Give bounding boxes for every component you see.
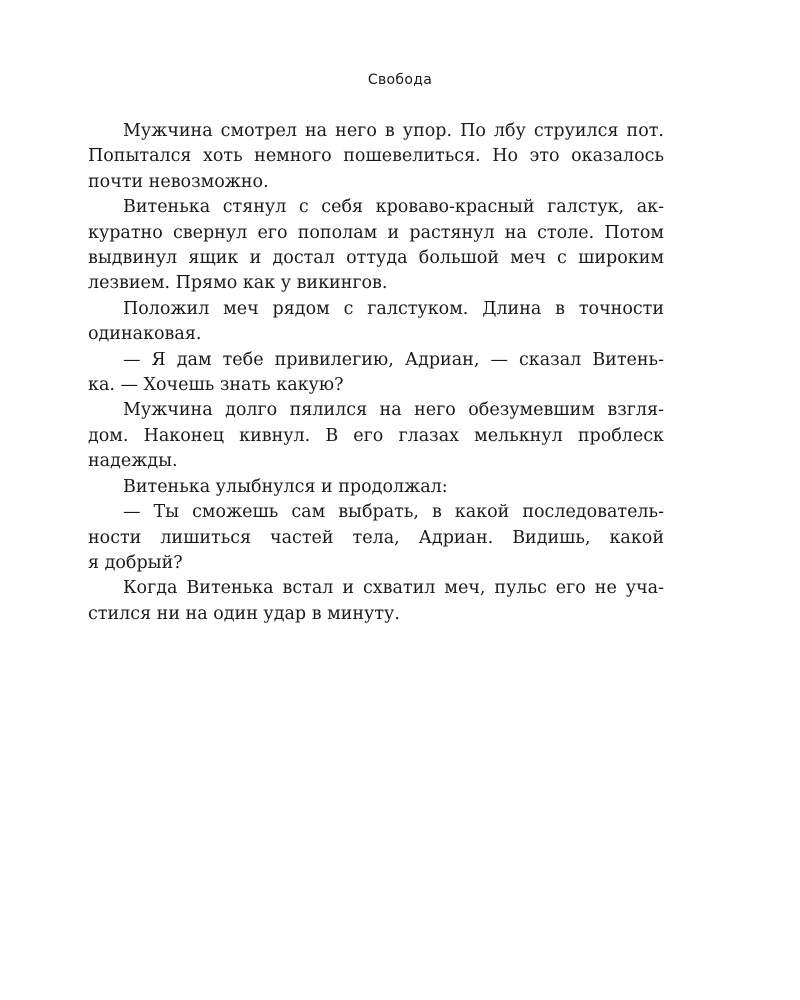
paragraph: [88, 297, 664, 348]
text-line: одинаковая.: [88, 324, 202, 345]
text-line: выдвинул ящик и достал оттуда большой меч с широким: [88, 248, 664, 269]
text-line: Положил меч рядом с галстуком. Длина в точности: [123, 298, 664, 319]
text-line: — Я дам тебе привилегию, Адриан, — сказал Витень-: [123, 349, 664, 370]
running-head: Свобода: [367, 72, 433, 88]
text-line: надежды.: [88, 451, 178, 472]
paragraph: [88, 348, 664, 399]
text-line: дом. Наконец кивнул. В его глазах мелькнул проблеск: [88, 425, 664, 446]
paragraph: [88, 119, 664, 195]
text-line: почти невозможно.: [88, 171, 269, 192]
text-line: лезвием. Прямо как у викингов.: [88, 273, 388, 294]
text-line: ка. — Хочешь знать какую?: [88, 375, 344, 396]
text-line: ности лишиться частей тела, Адриан. Видишь, какой: [88, 527, 664, 548]
text-line: Витенька улыбнулся и продолжал:: [123, 476, 448, 497]
text-line: Мужчина смотрел на него в упор. По лбу струился пот.: [123, 121, 664, 141]
text-line: Мужчина долго пялился на него обезумевшим взгля-: [123, 400, 664, 421]
text-line: куратно свернул его пополам и растянул на столе. Потом: [88, 222, 664, 243]
text-line: — Ты сможешь сам выбрать, в какой последователь-: [123, 502, 664, 523]
text-line: Когда Витенька встал и схватил меч, пульс его не уча-: [123, 578, 664, 599]
paragraph: [88, 195, 664, 297]
paragraph: [88, 475, 664, 500]
text-line: стился ни на один удар в минуту.: [88, 603, 400, 624]
paragraph: [88, 576, 664, 627]
paragraph: [88, 500, 664, 576]
text-line: Витенька стянул с себя кроваво-красный галстук, ак-: [123, 197, 664, 218]
text-line: Попытался хоть немного пошевелиться. Но это оказалось: [88, 146, 664, 167]
text-line: я добрый?: [88, 552, 183, 573]
body-text: [88, 119, 664, 627]
paragraph: [88, 398, 664, 474]
